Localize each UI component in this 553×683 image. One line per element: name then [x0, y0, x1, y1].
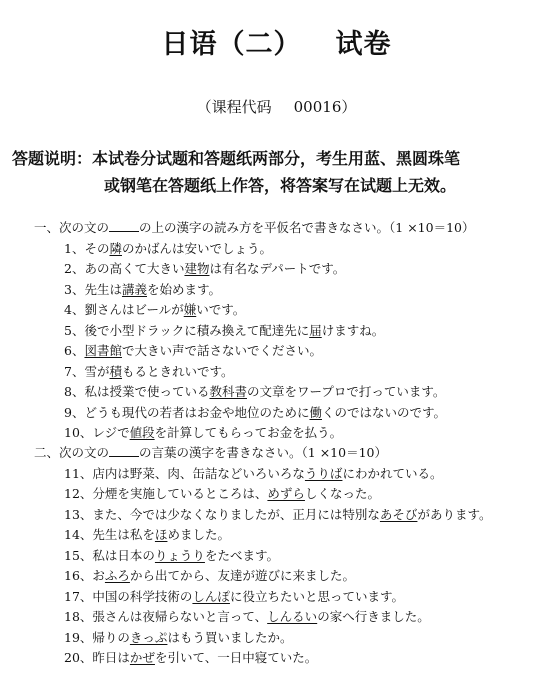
question-text: 先生は私を [92, 527, 155, 542]
question-number: 19、 [64, 629, 93, 645]
instructions-line-1: 答题说明：本试卷分试题和答题纸两部分，考生用蓝、黑圆珠笔 [12, 149, 461, 168]
question-item [34, 341, 549, 362]
question-item [34, 423, 549, 444]
page-title [0, 22, 553, 61]
underlined-term: ほ [154, 527, 168, 542]
question-item [34, 403, 549, 424]
question-number: 2、 [64, 261, 85, 276]
question-number: 1、 [64, 240, 85, 256]
instructions-line-2: 或钢笔在答题纸上作答，将答案写在试题上无效。 [104, 176, 457, 195]
question-item [34, 300, 549, 321]
question-text: いです。 [196, 302, 246, 317]
question-item [34, 607, 549, 628]
question-item [34, 321, 549, 342]
question-number: 14、 [64, 527, 93, 542]
question-text: から出てから、友達が遊びに来ました。 [129, 568, 355, 583]
question-text: の家へ行きました。 [317, 609, 430, 624]
question-item [34, 362, 549, 383]
question-text: 先生は [84, 281, 122, 297]
underlined-term: かぜ [129, 650, 155, 665]
question-text: はもう買いましたか。 [167, 629, 293, 645]
underlined-term: 積 [109, 363, 122, 379]
question-number: 3、 [64, 281, 85, 297]
question-text: を始めます。 [146, 281, 221, 297]
question-item [34, 382, 549, 403]
question-text: に役立ちたいと思っています。 [229, 588, 404, 604]
question-text: 雪が [84, 363, 110, 379]
question-text: 分煙を実施しているところは、 [92, 486, 268, 501]
question-text: めました。 [167, 527, 230, 542]
question-text: があります。 [417, 506, 492, 522]
underlined-term: あそび [379, 506, 418, 522]
underlined-term: 建物 [184, 261, 210, 276]
question-text: をたべます。 [204, 547, 279, 563]
underlined-term: 働 [309, 404, 322, 420]
question-text: 帰りの [92, 629, 130, 645]
question-text: 私は授業で使っている [84, 384, 210, 399]
question-text: 中国の科学技術の [92, 588, 193, 604]
section-1-heading-post: の上の漢字の読み方を平仮名で書きなさい。（1 ×10＝10） [139, 220, 475, 235]
question-text: レジで [92, 425, 130, 440]
question-text: けますね。 [321, 322, 385, 338]
question-text: で大きい声で話さないでください。 [121, 343, 322, 358]
underlined-term: 嫌 [183, 302, 197, 317]
question-item [34, 239, 549, 260]
question-item [34, 546, 549, 567]
question-text: もるときれいです。 [121, 363, 234, 379]
question-item [34, 566, 549, 587]
question-text: お [92, 568, 105, 583]
title-paper: 试卷 [335, 29, 392, 60]
question-text: しくなった。 [304, 486, 380, 501]
question-text: を引いて、一日中寝ていた。 [154, 650, 318, 665]
underlined-term: ふろ [104, 568, 130, 583]
course-code-label: （课程代码 [196, 98, 272, 116]
underlined-term: しんぽ [192, 588, 230, 604]
question-number: 11、 [64, 465, 93, 481]
underlined-term: りょうり [154, 547, 205, 563]
question-text: は有名なデパートです。 [209, 261, 346, 276]
question-text: どうも現代の若者はお金や地位のために [84, 404, 310, 420]
question-item [34, 628, 549, 649]
blank-line [109, 219, 139, 232]
underlined-term: めずら [267, 486, 305, 501]
question-text: くのではないのです。 [321, 404, 446, 420]
question-item [34, 587, 549, 608]
underlined-term: しんるい [267, 609, 318, 624]
question-number: 5、 [64, 322, 85, 338]
question-number: 8、 [64, 384, 85, 399]
underlined-term: 図書館 [84, 343, 122, 358]
question-text: 昨日は [92, 650, 130, 665]
underlined-term: 隣 [109, 240, 122, 256]
question-item [34, 648, 549, 669]
underlined-term: 値段 [129, 425, 155, 440]
section-2-heading [34, 443, 549, 464]
question-number: 18、 [64, 609, 93, 624]
question-text: その [84, 240, 110, 256]
question-number: 13、 [64, 506, 93, 522]
question-text: のかばんは安いでしょう。 [121, 240, 272, 256]
section-2 [34, 443, 549, 669]
question-text: あの高くて大きい [84, 261, 185, 276]
underlined-term: 届 [309, 322, 322, 338]
underlined-term: 教科書 [209, 384, 247, 399]
question-item [34, 505, 549, 526]
section-1-heading-pre: 一、次の文の [34, 220, 110, 235]
question-text: また、今では少なくなりましたが、正月には特別な [92, 506, 380, 522]
question-number: 9、 [64, 404, 85, 420]
question-text: 後で小型ドラックに積み換えて配達先に [84, 322, 310, 338]
title-subject: 日语（二） [161, 29, 302, 60]
question-text: を計算してもらってお金を払う。 [154, 425, 343, 440]
underlined-term: うりば [304, 465, 343, 481]
question-item [34, 525, 549, 546]
section-2-heading-pre: 二、次の文の [34, 445, 110, 460]
course-code-value: 00016） [293, 98, 357, 116]
question-number: 17、 [64, 588, 93, 604]
question-text: 店内は野菜、肉、缶詰などいろいろな [92, 465, 305, 481]
course-code [0, 96, 553, 117]
section-2-heading-post: の言葉の漢字を書きなさい。（1 ×10＝10） [139, 445, 387, 460]
underlined-term: きっぷ [129, 629, 168, 645]
question-number: 10、 [64, 425, 93, 440]
question-number: 15、 [64, 547, 93, 563]
question-text: 張さんは夜帰らないと言って、 [92, 609, 268, 624]
question-number: 7、 [64, 363, 85, 379]
question-item [34, 259, 549, 280]
question-number: 20、 [64, 650, 93, 665]
question-number: 16、 [64, 568, 93, 583]
question-item [34, 280, 549, 301]
question-number: 4、 [64, 302, 85, 317]
question-text: 私は日本の [92, 547, 155, 563]
question-number: 12、 [64, 486, 93, 501]
question-text: にわかれている。 [342, 465, 443, 481]
question-text: の文章をワープロで打っています。 [246, 384, 446, 399]
blank-line [109, 444, 139, 457]
section-1 [34, 218, 549, 444]
section-1-heading [34, 218, 549, 239]
question-number: 6、 [64, 343, 85, 358]
instructions [12, 145, 552, 199]
question-item [34, 464, 549, 485]
underlined-term: 講義 [121, 281, 147, 297]
question-item [34, 484, 549, 505]
question-text: 劉さんはビールが [84, 302, 184, 317]
